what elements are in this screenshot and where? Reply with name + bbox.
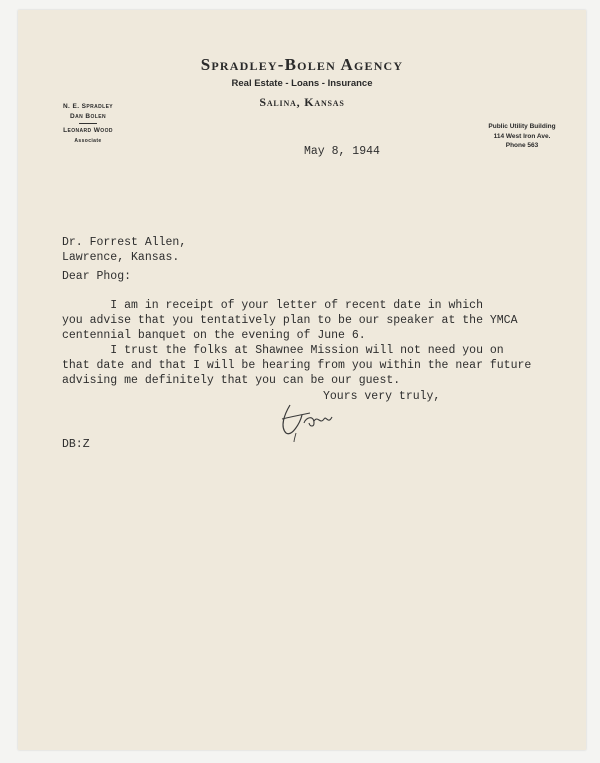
body-paragraph: I trust the folks at Shawnee Mission will not need you on that date and that I will be hearing from you within the near future advising me definitely that you can be our guest. [62, 344, 532, 387]
handwritten-signature [276, 393, 356, 443]
address-line: Phone 563 [505, 142, 539, 149]
partner-name: N. E. Spradley [62, 103, 114, 110]
letter-date: May 8, 1944 [304, 145, 380, 158]
closing: Yours very truly, [323, 390, 441, 403]
partner-name: Dan Bolen [70, 113, 106, 120]
address-line: Public Utility Building [488, 123, 556, 130]
agency-name: Spradley-Bolen Agency [200, 55, 404, 74]
agency-services: Real Estate - Loans - Insurance [231, 78, 373, 89]
recipient-address [62, 235, 186, 265]
address-block [482, 122, 562, 151]
recipient-line: Dr. Forrest Allen, [62, 236, 187, 249]
agency-city: Salina, Kansas [259, 95, 345, 109]
salutation: Dear Phog: [62, 270, 132, 283]
body-paragraph: I am in receipt of your letter of recent date in which you advise that you tentatively plan to be our speaker at the YMCA centennial banquet on the evening of June 6. [62, 299, 518, 342]
partner-name: Leonard Wood [63, 127, 113, 134]
divider [79, 123, 97, 124]
partners-block [48, 102, 128, 146]
typist-initials: DB:Z [62, 438, 90, 451]
address-line: 114 West Iron Ave. [493, 132, 551, 140]
associate-label: Associate [74, 138, 102, 144]
letter-page [18, 10, 586, 750]
recipient-line: Lawrence, Kansas. [62, 251, 180, 264]
